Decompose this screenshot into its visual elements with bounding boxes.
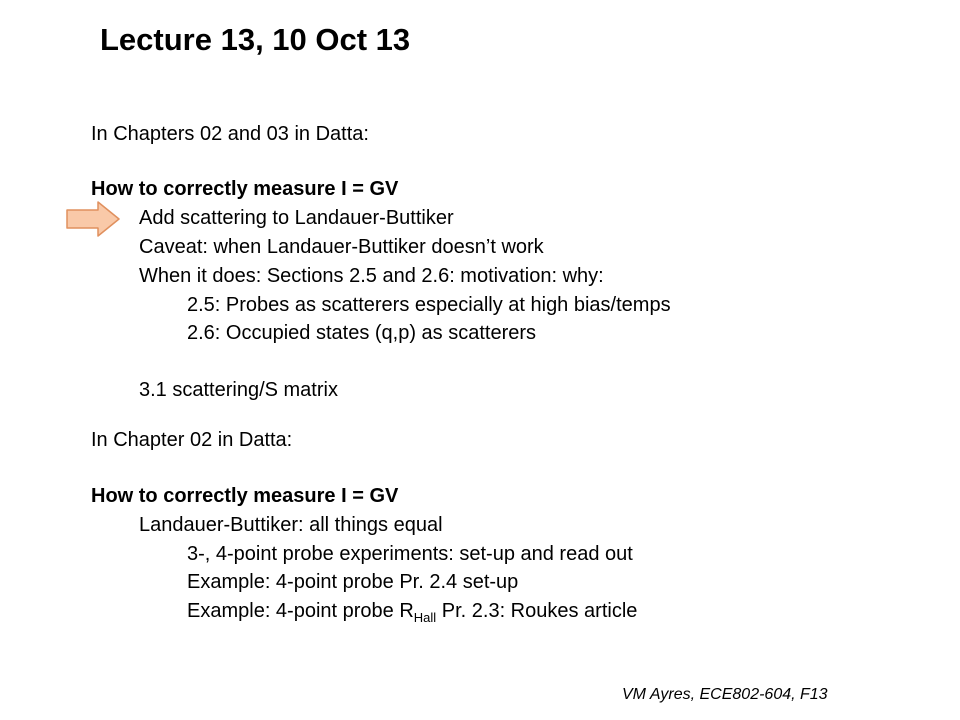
right-arrow-icon	[66, 201, 120, 237]
section1-heading: How to correctly measure I = GV	[91, 178, 399, 200]
section1-item-caveat: Caveat: when Landauer-Buttiker doesn’t work	[139, 236, 544, 258]
section1-sub-probes: 2.5: Probes as scatterers especially at high bias/temps	[187, 294, 671, 316]
section2-item-landauer: Landauer-Buttiker: all things equal	[139, 514, 443, 536]
footer-credit: VM Ayres, ECE802-604, F13	[622, 686, 828, 703]
section1-item-s-matrix: 3.1 scattering/S matrix	[139, 379, 338, 401]
section2-heading: How to correctly measure I = GV	[91, 485, 399, 507]
section1-item-when-it-does: When it does: Sections 2.5 and 2.6: motivation: why:	[139, 265, 604, 287]
section2-intro: In Chapter 02 in Datta:	[91, 429, 293, 451]
section2-sub-example-rhall	[187, 598, 637, 624]
section2-sub-example-setup: Example: 4-point probe Pr. 2.4 set-up	[187, 571, 519, 593]
section2-sub-probe-experiments: 3-, 4-point probe experiments: set-up and read out	[187, 543, 633, 565]
section1-intro: In Chapters 02 and 03 in Datta:	[91, 123, 369, 145]
section1-item-scattering: Add scattering to Landauer-Buttiker	[139, 207, 454, 229]
section1-sub-occupied-states: 2.6: Occupied states (q,p) as scatterers	[187, 322, 537, 344]
rhall-subscript: Hall	[413, 610, 437, 625]
rhall-suffix: Pr. 2.3: Roukes article	[436, 600, 638, 622]
slide-title: Lecture 13, 10 Oct 13	[100, 22, 411, 57]
rhall-prefix: Example: 4-point probe R	[187, 600, 414, 622]
